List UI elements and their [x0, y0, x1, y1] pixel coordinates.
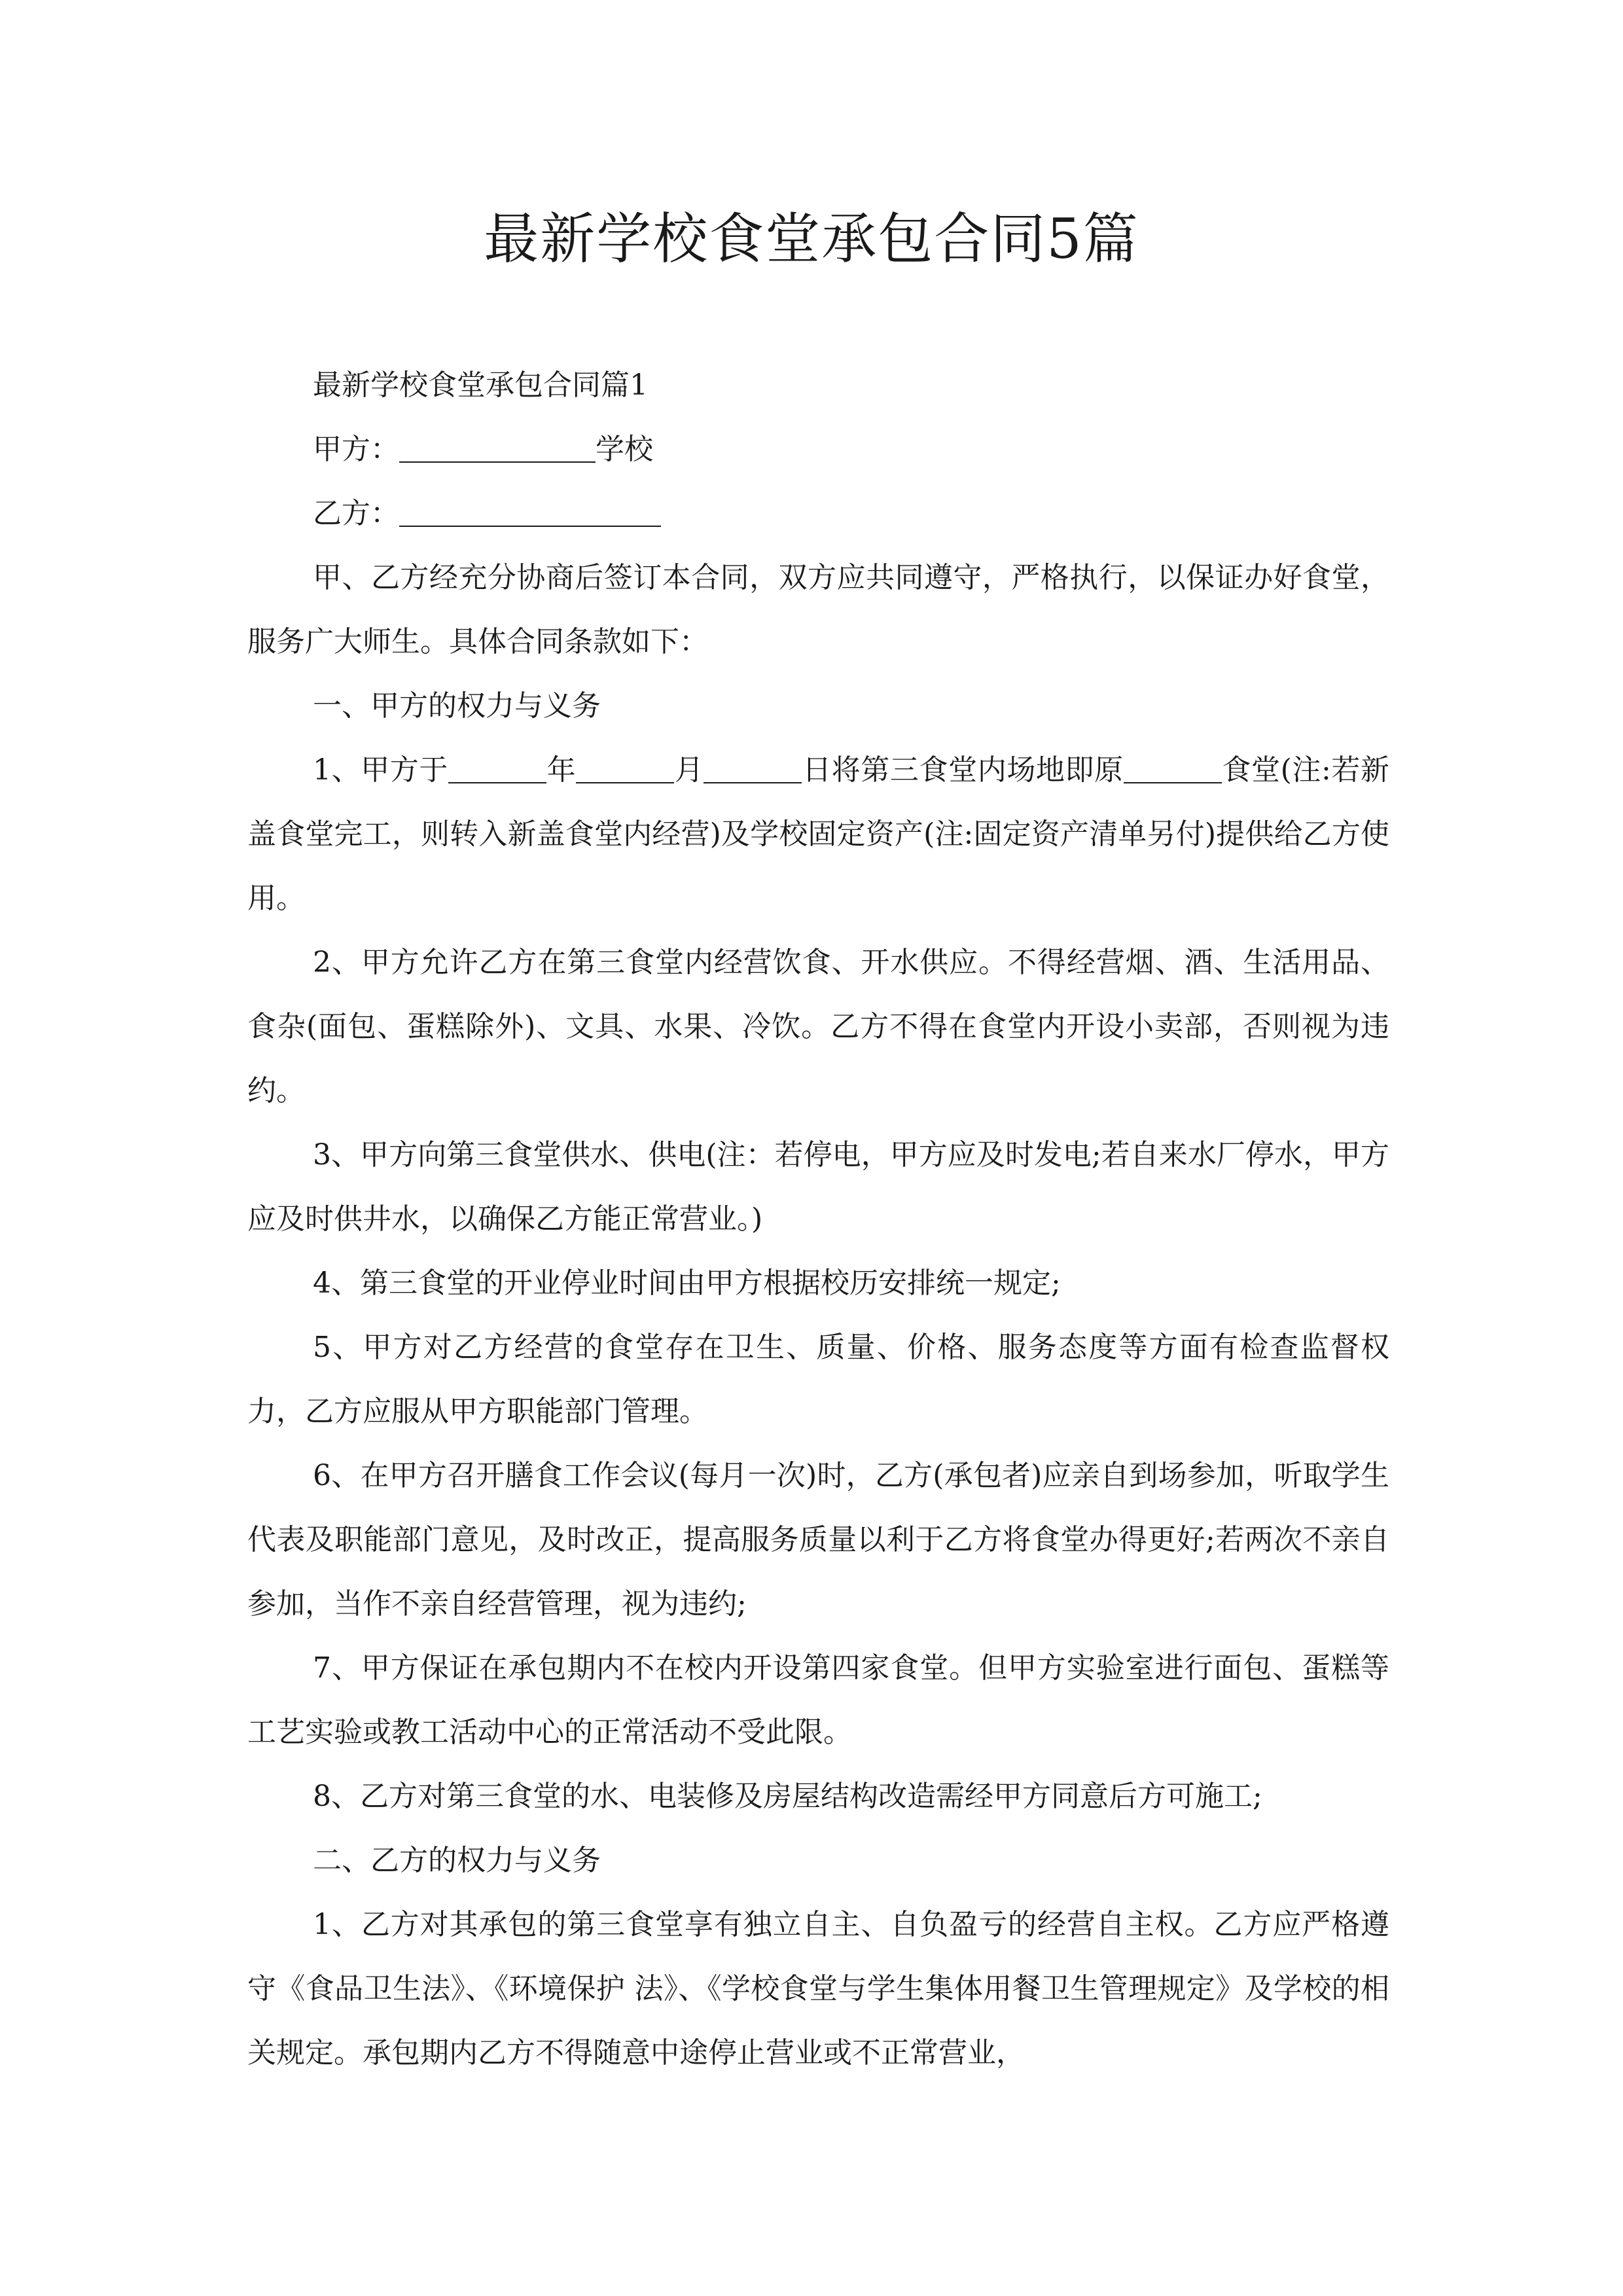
year-blank — [448, 756, 546, 783]
section-1-item-4: 4、第三食堂的开业停业时间由甲方根据校历安排统一规定; — [313, 1266, 1061, 1300]
party-b-blank — [399, 499, 661, 527]
section-1-item-1 — [247, 738, 1389, 931]
party-b-line — [247, 482, 1389, 546]
section-1-item-6: 6、在甲方召开膳食工作会议(每月一次)时，乙方(承包者)应亲自到场参加，听取学生代表及职能部门意见，及时改正，提高服务质量以利于乙方将食堂办得更好;若两次不亲自参加，当作不亲自经营管理，视为违约; — [247, 1459, 1389, 1621]
day-text: 日将第三食堂内场地即原 — [802, 753, 1124, 787]
party-a-blank — [399, 435, 596, 463]
day-blank — [704, 756, 802, 783]
section-1-item-3: 3、甲方向第三食堂供水、供电(注：若停电，甲方应及时发电;若自来水厂停水，甲方应及时供井水，以确保乙方能正常营业。) — [247, 1138, 1389, 1236]
document-title: 最新学校食堂承包合同5篇 — [484, 207, 1139, 271]
year-label: 年 — [546, 753, 577, 787]
month-label: 月 — [674, 753, 704, 787]
month-blank — [576, 756, 674, 783]
section-1-item-8: 8、乙方对第三食堂的水、电装修及房屋结构改造需经甲方同意后方可施工; — [313, 1780, 1262, 1813]
canteen-blank — [1124, 756, 1222, 783]
section-1-item-2: 2、甲方允许乙方在第三食堂内经营饮食、开水供应。不得经营烟、酒、生活用品、食杂(面包、蛋糕除外)、文具、水果、冷饮。乙方不得在食堂内开设小卖部，否则视为违约。 — [247, 946, 1389, 1107]
document-body — [247, 353, 1389, 2085]
section-1-item-7: 7、甲方保证在承包期内不在校内开设第四家食堂。但甲方实验室进行面包、蛋糕等工艺实验或教工活动中心的正常活动不受此限。 — [247, 1651, 1389, 1749]
section-2-item-1: 1、乙方对其承包的第三食堂享有独立自主、自负盈亏的经营自主权。乙方应严格遵守《食品卫生法》、《环境保护 法》、《学校食堂与学生集体用餐卫生管理规定》及学校的相关规定。承包期内乙方不得随意中途停止营业或不正常营业， — [247, 1908, 1389, 2070]
section-2-heading: 二、乙方的权力与义务 — [313, 1844, 601, 1877]
intro-paragraph: 甲、乙方经充分协商后签订本合同，双方应共同遵守，严格执行，以保证办好食堂，服务广大师生。具体合同条款如下： — [247, 561, 1389, 658]
party-a-suffix: 学校 — [596, 433, 653, 466]
party-a-label: 甲方： — [313, 433, 399, 466]
item-1-rest: 食堂(注:若新盖食堂完工，则转入新盖食堂内经营)及学校固定资产(注:固定资产清单另付)提供给乙方使用。 — [247, 753, 1390, 915]
section-1-item-5: 5、甲方对乙方经营的食堂存在卫生、质量、价格、服务态度等方面有检查监督权力，乙方应服从甲方职能部门管理。 — [247, 1331, 1389, 1428]
party-a-line — [247, 418, 1389, 482]
contract-subtitle: 最新学校食堂承包合同篇1 — [313, 368, 648, 402]
section-1-heading: 一、甲方的权力与义务 — [313, 689, 601, 723]
party-b-label: 乙方： — [313, 497, 399, 530]
item-1-prefix: 1、甲方于 — [313, 753, 449, 787]
